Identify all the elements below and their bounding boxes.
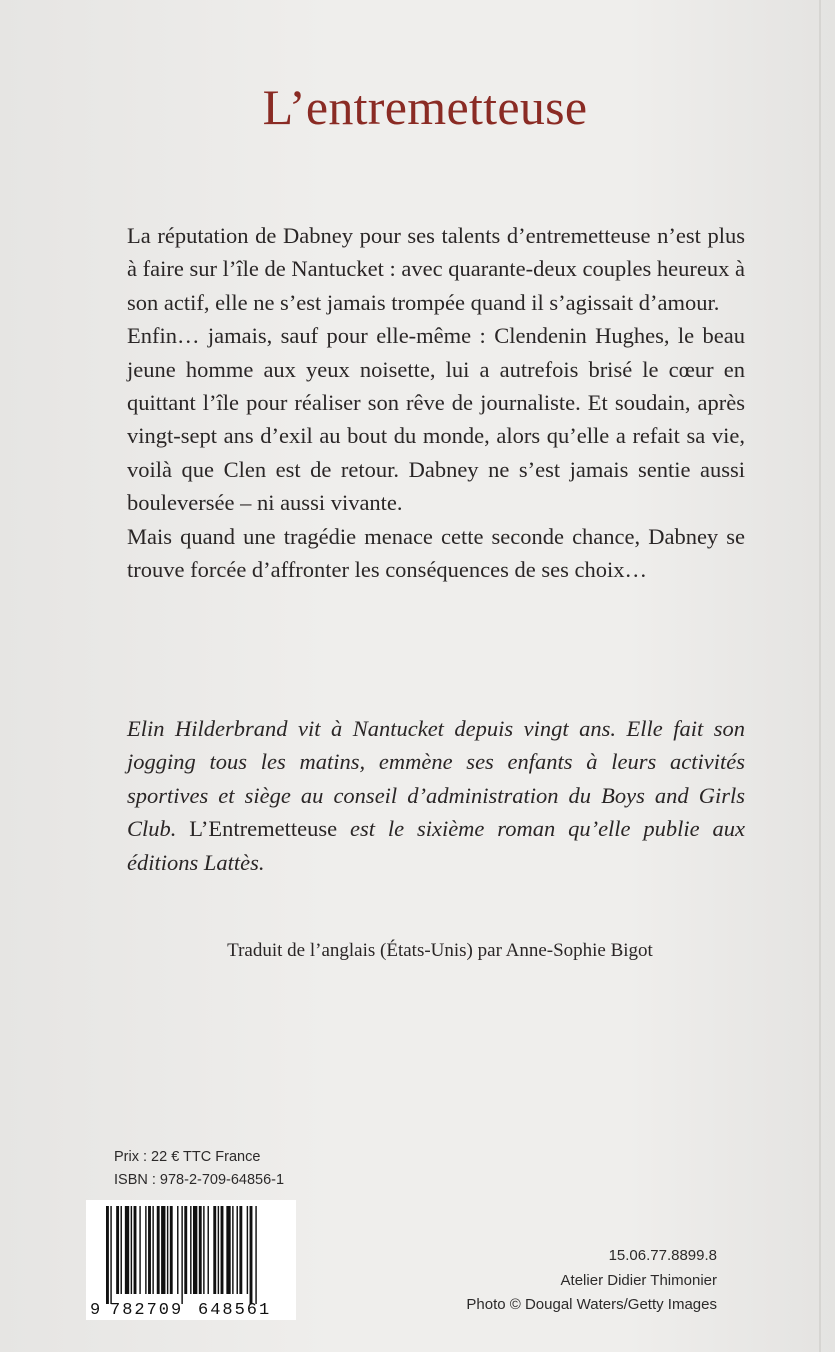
blurb-paragraph: Mais quand une tragédie menace cette seconde chance, Dabney se trouve forcée d’affronter les conséquences de ses choix… bbox=[127, 523, 745, 583]
barcode-bar bbox=[131, 1206, 132, 1294]
barcode-bar bbox=[199, 1206, 202, 1294]
author-bio bbox=[127, 712, 745, 879]
barcode-bar bbox=[157, 1206, 160, 1294]
blurb-text bbox=[127, 219, 745, 586]
translator-credit: Traduit de l’anglais (États-Unis) par Anne-Sophie Bigot bbox=[227, 940, 653, 961]
barcode-bar bbox=[161, 1206, 165, 1294]
blurb-paragraph: La réputation de Dabney pour ses talents d’entremetteuse n’est plus à faire sur l’île de Nantucket : avec quarante-deux couples heureux à son actif, elle ne s’est jamais trompée quand il s’agissait d’amour. bbox=[127, 223, 745, 315]
barcode-bar bbox=[208, 1206, 209, 1294]
barcode-bar bbox=[255, 1206, 256, 1304]
barcode-bar bbox=[226, 1206, 230, 1294]
barcode-left-digits: 782709 bbox=[110, 1301, 184, 1320]
barcode-bar bbox=[232, 1206, 233, 1294]
barcode-bar bbox=[193, 1206, 197, 1294]
barcode-bar bbox=[152, 1206, 153, 1294]
photo-credit: Photo © Dougal Waters/Getty Images bbox=[466, 1296, 717, 1313]
barcode-bar bbox=[145, 1206, 146, 1294]
isbn-line: ISBN : 978-2-709-64856-1 bbox=[114, 1172, 285, 1188]
barcode-bar bbox=[110, 1206, 111, 1304]
barcode-bar bbox=[190, 1206, 191, 1294]
barcode-bar bbox=[247, 1206, 248, 1294]
cover-edge bbox=[819, 0, 821, 1352]
barcode-bar bbox=[139, 1206, 140, 1294]
book-title: L’entremetteuse bbox=[262, 79, 588, 135]
barcode-bar bbox=[237, 1206, 238, 1294]
barcode-bar bbox=[170, 1206, 173, 1294]
cover-credits bbox=[466, 1244, 717, 1318]
catalog-code: 15.06.77.8899.8 bbox=[608, 1247, 717, 1264]
designer-credit: Atelier Didier Thimonier bbox=[560, 1271, 717, 1289]
barcode-bar bbox=[218, 1206, 219, 1294]
barcode-bar bbox=[181, 1206, 182, 1304]
author-bio-part: Elin Hilderbrand vit à Nantucket depuis vingt ans. Elle fait son jogging tous les matins, emmène ses enfants à leurs activités sportives et siège au conseil d’administration du Boys and Girls Club. bbox=[127, 716, 745, 842]
barcode-bar bbox=[106, 1206, 109, 1304]
barcode-bar bbox=[121, 1206, 122, 1294]
price-line: Prix : 22 € TTC France bbox=[114, 1149, 261, 1165]
barcode-bar bbox=[184, 1206, 187, 1294]
barcode-first-digit: 9 bbox=[90, 1301, 101, 1320]
barcode-bar bbox=[167, 1206, 168, 1294]
barcode-bar bbox=[221, 1206, 224, 1294]
barcode bbox=[86, 1200, 296, 1320]
barcode-bar bbox=[203, 1206, 204, 1294]
barcode-right-digits: 648561 bbox=[198, 1301, 272, 1320]
author-bio-part: est le sixième roman qu’elle publie aux éditions Lattès. bbox=[127, 816, 745, 875]
barcode-bar bbox=[116, 1206, 119, 1294]
blurb-paragraph: Enfin… jamais, sauf pour elle-même : Clendenin Hughes, le beau jeune homme aux yeux noisette, lui a autrefois brisé le cœur en quittant l’île pour réaliser son rêve de journaliste. Et soudain, après vingt-sept ans d’exil au bout du monde, alors qu’elle a refait sa vie, voilà que Clen est de retour. Dabney ne s’est jamais sentie aussi bouleversée – ni aussi vivante. bbox=[127, 323, 745, 516]
barcode-bar bbox=[213, 1206, 216, 1294]
barcode-bar bbox=[148, 1206, 151, 1294]
barcode-bar bbox=[250, 1206, 253, 1304]
barcode-bar bbox=[125, 1206, 129, 1294]
barcode-bar bbox=[134, 1206, 137, 1294]
author-bio-book-reference: L’Entremetteuse bbox=[189, 816, 338, 842]
price-block bbox=[114, 1146, 284, 1192]
barcode-bar bbox=[239, 1206, 242, 1294]
barcode-bar bbox=[177, 1206, 178, 1294]
barcode-graphic bbox=[86, 1200, 296, 1320]
